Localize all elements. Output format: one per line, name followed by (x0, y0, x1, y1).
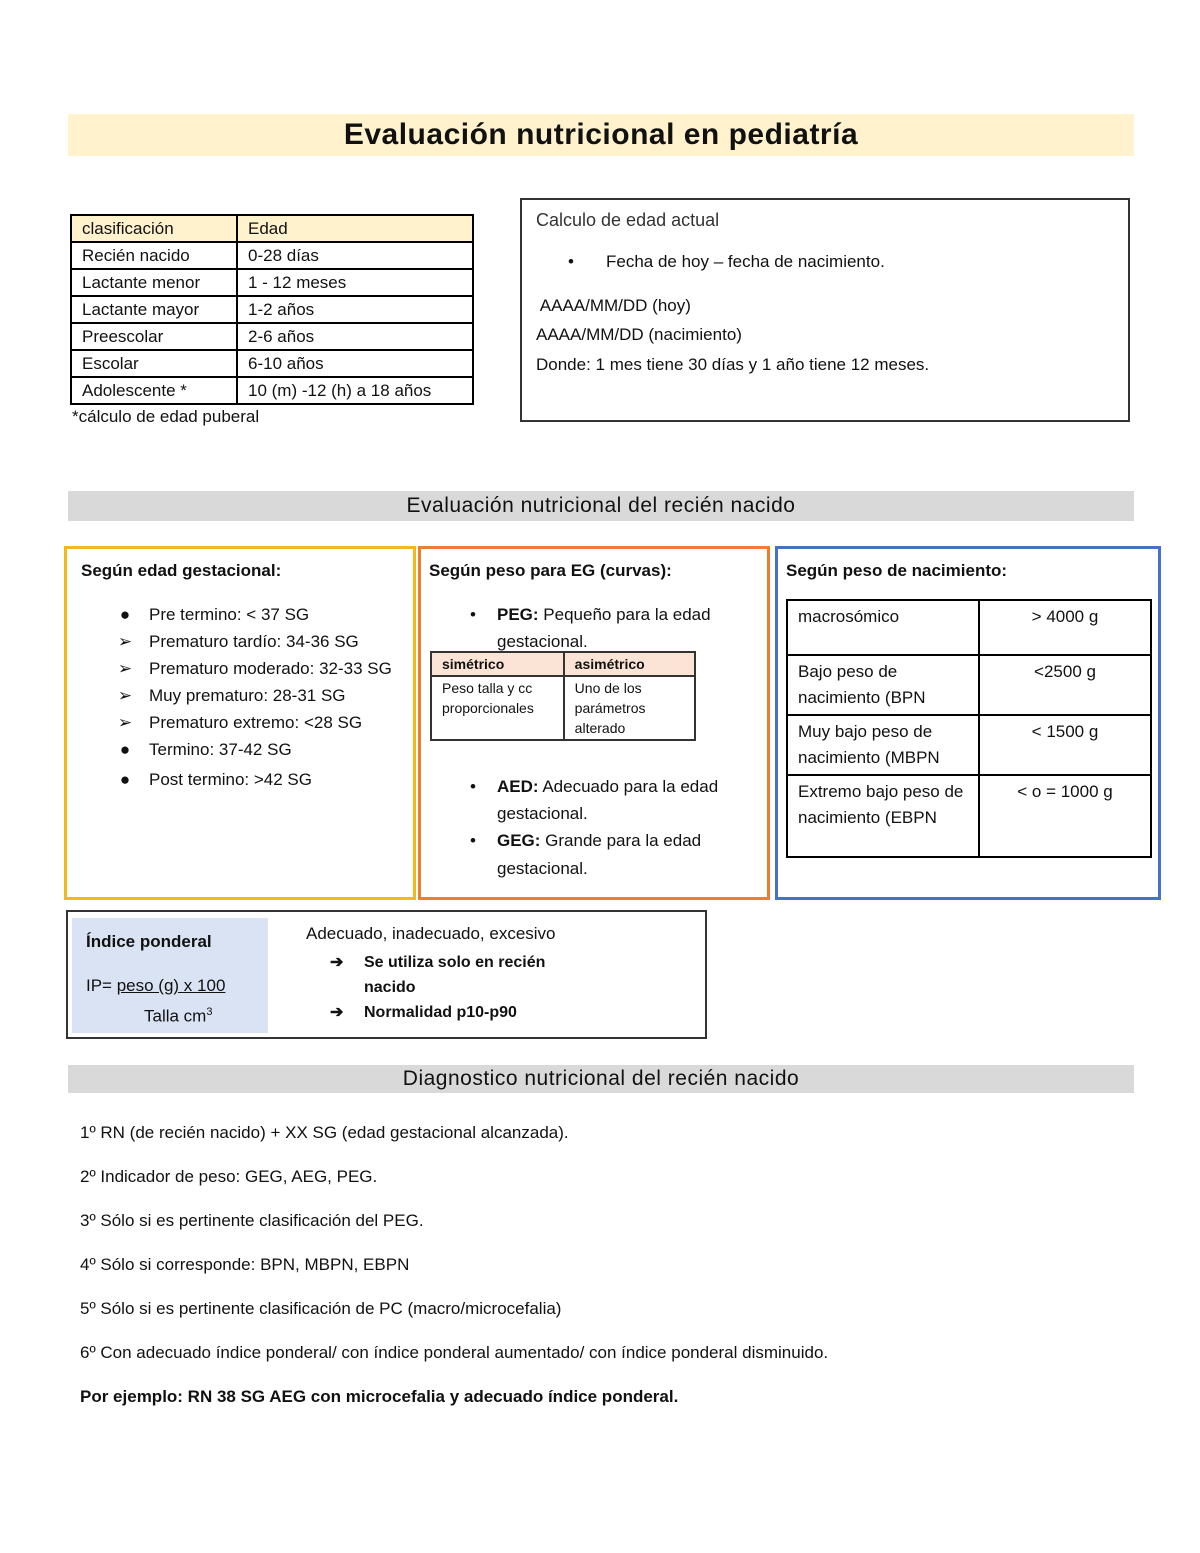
box-heading: Según edad gestacional: (81, 561, 282, 580)
list-item-text: Se utiliza solo en recién nacido (364, 954, 546, 996)
page-title: Evaluación nutricional en pediatría (68, 114, 1134, 156)
list-item-text: Muy prematuro: 28-31 SG (149, 686, 346, 705)
step-item: 1º RN (de recién nacido) + XX SG (edad gestacional alcanzada). (80, 1123, 569, 1142)
gestational-list (115, 601, 415, 793)
box-heading: Según peso de nacimiento: (786, 561, 1008, 580)
abbr-label: AED: (497, 777, 539, 796)
formula-prefix: IP= (86, 976, 117, 995)
step-item: 5º Sólo si es pertinente clasificación de PC (macro/microcefalia) (80, 1299, 562, 1318)
calc-line: AAAA/MM/DD (hoy) (536, 296, 691, 315)
table-row (787, 655, 1151, 715)
bullet-icon: • (470, 777, 476, 796)
table-cell: Muy bajo peso de nacimiento (MBPN (787, 715, 979, 775)
table-cell: <2500 g (979, 655, 1151, 715)
list-item-text: Prematuro tardío: 34-36 SG (149, 632, 359, 651)
table-cell: Uno de los parámetros alterado (564, 676, 695, 740)
arrow-right-icon: ➔ (330, 954, 344, 971)
bullet-icon: • (568, 252, 574, 271)
table-cell: > 4000 g (979, 600, 1151, 655)
list-item-text: Pequeño para la edad gestacional. (497, 605, 711, 651)
list-item (115, 655, 415, 682)
box-heading: Según peso para EG (curvas): (429, 561, 672, 580)
list-item-text: Prematuro extremo: <28 SG (149, 713, 363, 732)
formula-exponent: 3 (206, 1006, 213, 1018)
table-cell: < 1500 g (979, 715, 1151, 775)
age-classification-table (70, 214, 474, 405)
arrowhead-bullet-icon: ➢ (117, 632, 133, 651)
table-header-cell: clasificación (71, 215, 237, 242)
step-item: 3º Sólo si es pertinente clasificación del PEG. (80, 1211, 424, 1230)
list-item (115, 601, 415, 628)
ponderal-heading: Índice ponderal (86, 932, 212, 951)
gestational-age-box (64, 546, 416, 900)
table-header-cell: simétrico (431, 652, 564, 676)
age-calc-box (520, 198, 1130, 422)
formula-denominator (144, 1006, 212, 1027)
bullet-icon: • (470, 831, 476, 850)
section-title: Diagnostico nutricional del recién nacido (68, 1065, 1134, 1093)
arrowhead-bullet-icon: ➢ (117, 713, 133, 732)
calc-line: AAAA/MM/DD (nacimiento) (536, 325, 742, 344)
ponderal-formula-panel (72, 918, 268, 1033)
list-item (306, 1000, 556, 1025)
table-cell: Lactante menor (71, 269, 237, 296)
table-cell: Recién nacido (71, 242, 237, 269)
table-row (431, 676, 695, 740)
table-row (71, 323, 473, 350)
peg-subtype-table (430, 651, 696, 741)
table-cell: 10 (m) -12 (h) a 18 años (237, 377, 473, 404)
list-item (115, 766, 415, 793)
bullet-icon: • (470, 605, 476, 624)
list-item (115, 628, 415, 655)
list-item (306, 950, 548, 1000)
table-cell: Bajo peso de nacimiento (BPN (787, 655, 979, 715)
calc-bullet-text: Fecha de hoy – fecha de nacimiento. (606, 252, 885, 271)
formula-denominator-text: Talla cm (144, 1006, 207, 1026)
table-header-row (71, 215, 473, 242)
table-row (71, 296, 473, 323)
table-cell: 0-28 días (237, 242, 473, 269)
table-cell: Peso talla y cc proporcionales (431, 676, 564, 740)
list-item (115, 709, 415, 736)
list-item (463, 827, 763, 883)
list-item-text: Pre termino: < 37 SG (149, 605, 310, 624)
list-item-text: Grande para la edad gestacional. (497, 831, 702, 878)
ponderal-formula (86, 976, 225, 996)
formula-numerator: peso (g) x 100 (116, 976, 226, 995)
birth-weight-box (775, 546, 1161, 900)
ponderal-index-box (66, 910, 707, 1039)
section-title: Evaluación nutricional del recién nacido (68, 491, 1134, 521)
abbr-label: PEG: (497, 605, 539, 624)
table-row (71, 242, 473, 269)
arrowhead-bullet-icon: ➢ (117, 659, 133, 678)
table-footnote: *cálculo de edad puberal (72, 407, 260, 426)
list-item-text: Adecuado para la edad gestacional. (497, 777, 719, 823)
ponderal-notes (306, 924, 556, 1025)
table-cell: Escolar (71, 350, 237, 377)
list-item (115, 682, 415, 709)
list-item (115, 736, 415, 763)
aed-geg-list (463, 773, 763, 883)
step-item: 4º Sólo si corresponde: BPN, MBPN, EBPN (80, 1255, 410, 1274)
bullet-icon: ● (119, 605, 131, 624)
list-item (463, 601, 763, 655)
list-item-text: Post termino: >42 SG (149, 770, 312, 789)
calc-line: Donde: 1 mes tiene 30 días y 1 año tiene 12 meses. (536, 355, 930, 374)
table-cell: 6-10 años (237, 350, 473, 377)
example-line: Por ejemplo: RN 38 SG AEG con microcefalia y adecuado índice ponderal. (80, 1387, 679, 1406)
weight-for-eg-box (418, 546, 770, 900)
table-row (71, 377, 473, 404)
table-header-cell: Edad (237, 215, 473, 242)
diagnosis-steps (80, 1122, 828, 1430)
list-item-text: Prematuro moderado: 32-33 SG (149, 659, 392, 678)
table-cell: Extremo bajo peso de nacimiento (EBPN (787, 775, 979, 857)
table-header-row (431, 652, 695, 676)
ponderal-arrow-list (306, 950, 556, 1025)
arrow-right-icon: ➔ (330, 1004, 344, 1021)
arrowhead-bullet-icon: ➢ (117, 686, 133, 705)
list-item (463, 773, 763, 827)
abbr-label: GEG: (497, 831, 541, 850)
step-item: 2º Indicador de peso: GEG, AEG, PEG. (80, 1167, 378, 1186)
table-row (787, 775, 1151, 857)
table-cell: 1-2 años (237, 296, 473, 323)
table-cell: Preescolar (71, 323, 237, 350)
birth-weight-table (786, 599, 1152, 858)
bullet-icon: ● (119, 740, 131, 759)
table-cell: Adolescente * (71, 377, 237, 404)
bullet-icon: ● (119, 770, 131, 789)
step-item: 6º Con adecuado índice ponderal/ con índice ponderal aumentado/ con índice ponderal disminuido. (80, 1343, 829, 1362)
list-item-text: Termino: 37-42 SG (149, 740, 292, 759)
table-row (71, 269, 473, 296)
table-cell: Lactante mayor (71, 296, 237, 323)
list-item-text: Normalidad p10-p90 (364, 1004, 517, 1021)
table-header-cell: asimétrico (564, 652, 695, 676)
ponderal-description: Adecuado, inadecuado, excesivo (306, 924, 556, 943)
table-row (71, 350, 473, 377)
table-cell: macrosómico (787, 600, 979, 655)
peg-list (463, 601, 763, 655)
table-row (787, 600, 1151, 655)
table-row (787, 715, 1151, 775)
table-cell: 1 - 12 meses (237, 269, 473, 296)
calc-box-title: Calculo de edad actual (536, 210, 720, 230)
table-cell: 2-6 años (237, 323, 473, 350)
table-cell: < o = 1000 g (979, 775, 1151, 857)
